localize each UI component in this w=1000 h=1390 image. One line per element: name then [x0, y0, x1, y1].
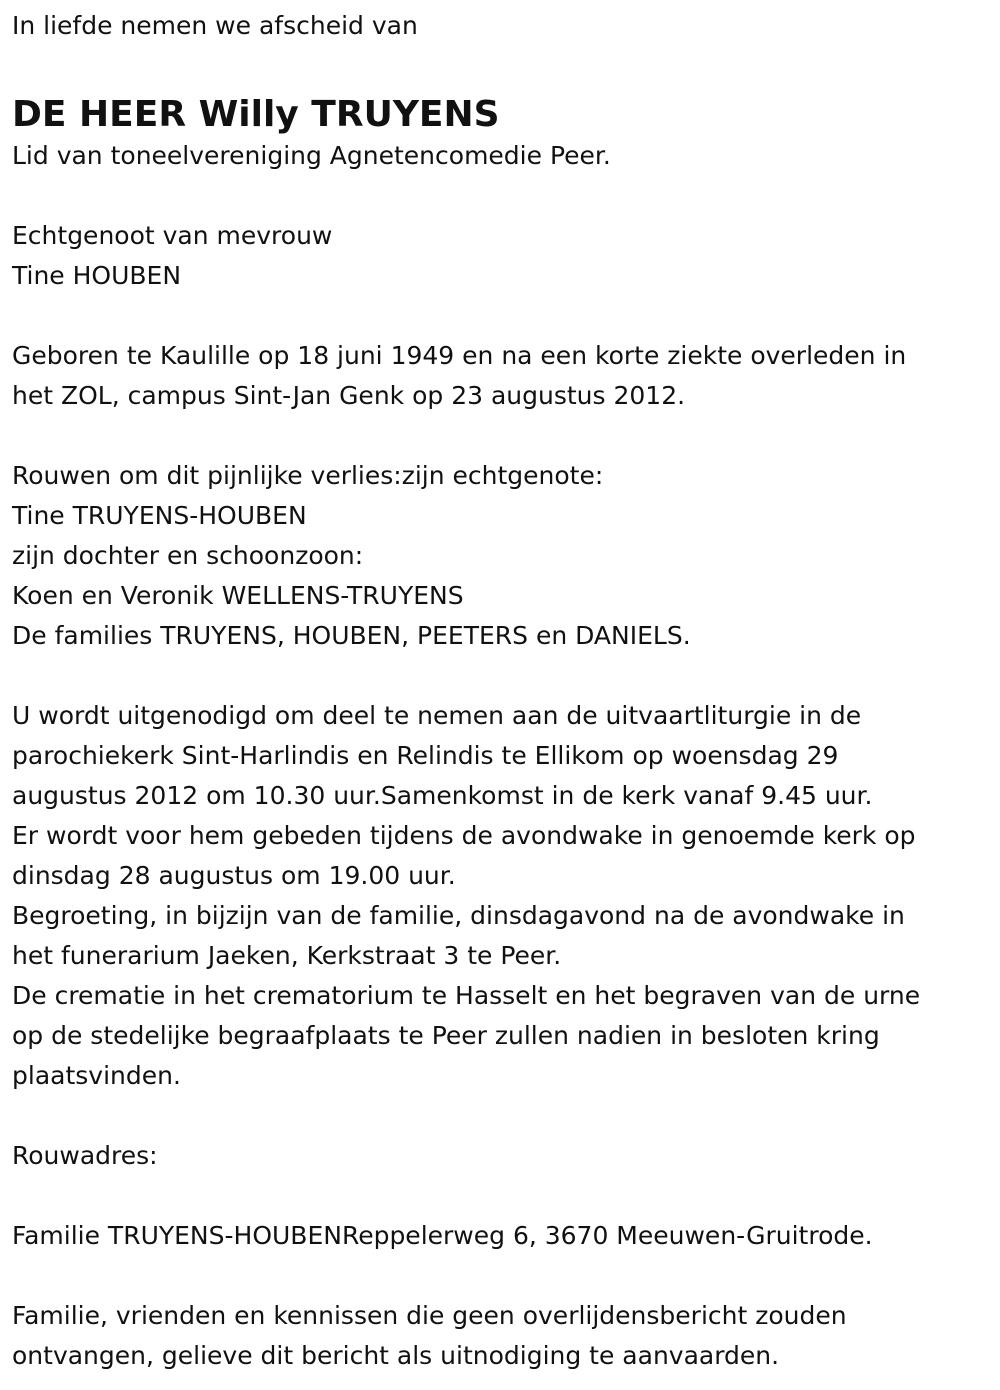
spacer	[12, 46, 987, 86]
spacer	[12, 656, 987, 696]
ceremony-line: dinsdag 28 augustus om 19.00 uur.	[12, 861, 456, 890]
spacer	[12, 1096, 987, 1136]
closing-line: ontvangen, gelieve dit bericht als uitnodiging te aanvaarden.	[12, 1341, 780, 1370]
ceremony-line: parochiekerk Sint-Harlindis en Relindis te Ellikom op woensdag 29	[12, 741, 839, 770]
spacer	[12, 1256, 987, 1296]
ceremony-line: op de stedelijke begraafplaats te Peer zullen nadien in besloten kring	[12, 1021, 880, 1050]
address-value: Familie TRUYENS-HOUBENReppelerweg 6, 3670 Meeuwen-Gruitrode.	[12, 1221, 873, 1250]
ceremony-line: Begroeting, in bijzijn van de familie, dinsdagavond na de avondwake in	[12, 901, 905, 930]
address-label: Rouwadres:	[12, 1141, 158, 1170]
spouse-line-2: Tine HOUBEN	[12, 261, 182, 290]
membership-text: Lid van toneelvereniging Agnetencomedie Peer.	[12, 141, 611, 170]
mourners-line: De families TRUYENS, HOUBEN, PEETERS en DANIELS.	[12, 621, 691, 650]
ceremony-line: het funerarium Jaeken, Kerkstraat 3 te Peer.	[12, 941, 562, 970]
spacer	[12, 416, 987, 456]
ceremony-line: Er wordt voor hem gebeden tijdens de avondwake in genoemde kerk op	[12, 821, 916, 850]
mourners-line: zijn dochter en schoonzoon:	[12, 541, 364, 570]
intro-text: In liefde nemen we afscheid van	[12, 11, 418, 40]
mourners-line: Tine TRUYENS-HOUBEN	[12, 501, 307, 530]
birth-line-1: Geboren te Kaulille op 18 juni 1949 en na een korte ziekte overleden in	[12, 341, 907, 370]
closing-line: Familie, vrienden en kennissen die geen overlijdensbericht zouden	[12, 1301, 847, 1330]
birth-line-2: het ZOL, campus Sint-Jan Genk op 23 augustus 2012.	[12, 381, 686, 410]
spacer	[12, 176, 987, 216]
mourners-line: Koen en Veronik WELLENS-TRUYENS	[12, 581, 464, 610]
spacer	[12, 1176, 987, 1216]
ceremony-line: plaatsvinden.	[12, 1061, 181, 1090]
spacer	[12, 296, 987, 336]
deceased-name: DE HEER Willy TRUYENS	[12, 94, 500, 135]
mourners-line: Rouwen om dit pijnlijke verlies:zijn echtgenote:	[12, 461, 604, 490]
spouse-line-1: Echtgenoot van mevrouw	[12, 221, 333, 250]
ceremony-line: augustus 2012 om 10.30 uur.Samenkomst in de kerk vanaf 9.45 uur.	[12, 781, 873, 810]
obituary-notice	[12, 6, 987, 1376]
ceremony-line: U wordt uitgenodigd om deel te nemen aan de uitvaartliturgie in de	[12, 701, 862, 730]
ceremony-line: De crematie in het crematorium te Hasselt en het begraven van de urne	[12, 981, 921, 1010]
